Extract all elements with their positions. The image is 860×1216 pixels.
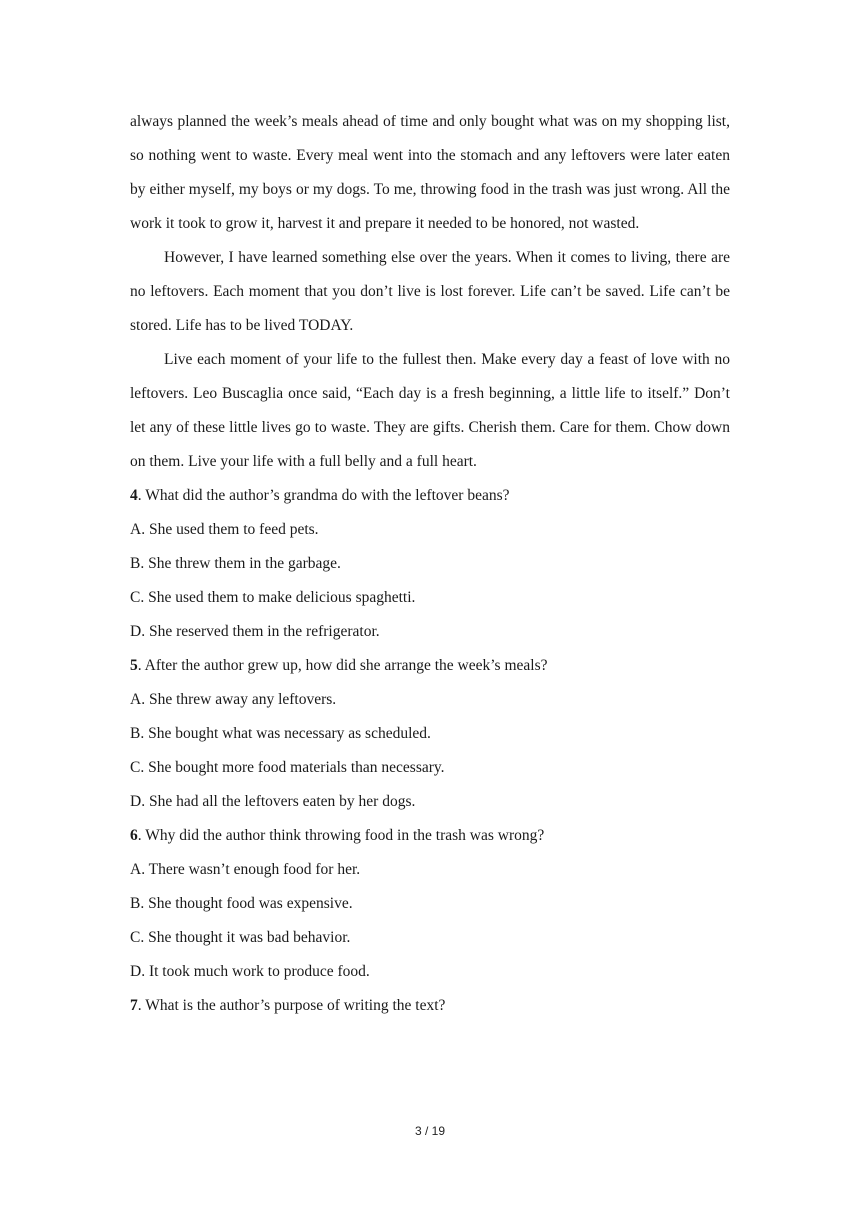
question-5 <box>130 649 730 819</box>
option-d: D. She reserved them in the refrigerator. <box>130 623 380 640</box>
page-number: 3 / 19 <box>414 1124 446 1138</box>
question-text: . After the author grew up, how did she arrange the week’s meals? <box>137 657 548 674</box>
question-stem <box>130 649 730 683</box>
passage-paragraph: always planned the week’s meals ahead of time and only bought what was on my shopping list, so nothing went to waste. Every meal went into the stomach and any leftovers were later eaten by either myself, my boys or my dogs. To me, throwing food in the trash was just wrong. All the work it took to grow it, harvest it and prepare it needed to be honored, not wasted. <box>130 113 730 232</box>
option-b: B. She threw them in the garbage. <box>130 555 341 572</box>
question-text: . What did the author’s grandma do with the leftover beans? <box>137 487 510 504</box>
question-7 <box>130 989 730 1023</box>
question-stem <box>130 819 730 853</box>
option-b: B. She bought what was necessary as scheduled. <box>130 725 431 742</box>
option-a: A. She threw away any leftovers. <box>130 691 337 708</box>
question-number: 7 <box>130 997 138 1014</box>
question-stem <box>130 479 730 513</box>
question-4 <box>130 479 730 649</box>
option-a: A. She used them to feed pets. <box>130 521 319 538</box>
option-c: C. She used them to make delicious spaghetti. <box>130 589 416 606</box>
question-number: 4 <box>130 487 138 504</box>
passage-paragraph: Live each moment of your life to the fullest then. Make every day a feast of love with no leftovers. Leo Buscaglia once said, “Each day is a fresh beginning, a little life to itself.” Don’t let any of these little lives go to waste. They are gifts. Cherish them. Care for them. Chow down on them. Live your life with a full belly and a full heart. <box>130 351 730 470</box>
question-number: 6 <box>130 827 138 844</box>
option-b: B. She thought food was expensive. <box>130 895 353 912</box>
question-text: . Why did the author think throwing food in the trash was wrong? <box>137 827 545 844</box>
option-c: C. She thought it was bad behavior. <box>130 929 351 946</box>
question-number: 5 <box>130 657 138 674</box>
question-stem <box>130 989 730 1023</box>
passage-paragraph: However, I have learned something else over the years. When it comes to living, there are no leftovers. Each moment that you don’t live is lost forever. Life can’t be saved. Life can’t be stored. Life has to be lived TODAY. <box>130 249 730 334</box>
question-text: . What is the author’s purpose of writing the text? <box>137 997 446 1014</box>
question-6 <box>130 819 730 989</box>
document-body <box>130 105 730 1023</box>
option-a: A. There wasn’t enough food for her. <box>130 861 361 878</box>
option-d: D. It took much work to produce food. <box>130 963 370 980</box>
option-d: D. She had all the leftovers eaten by her dogs. <box>130 793 416 810</box>
option-c: C. She bought more food materials than necessary. <box>130 759 445 776</box>
